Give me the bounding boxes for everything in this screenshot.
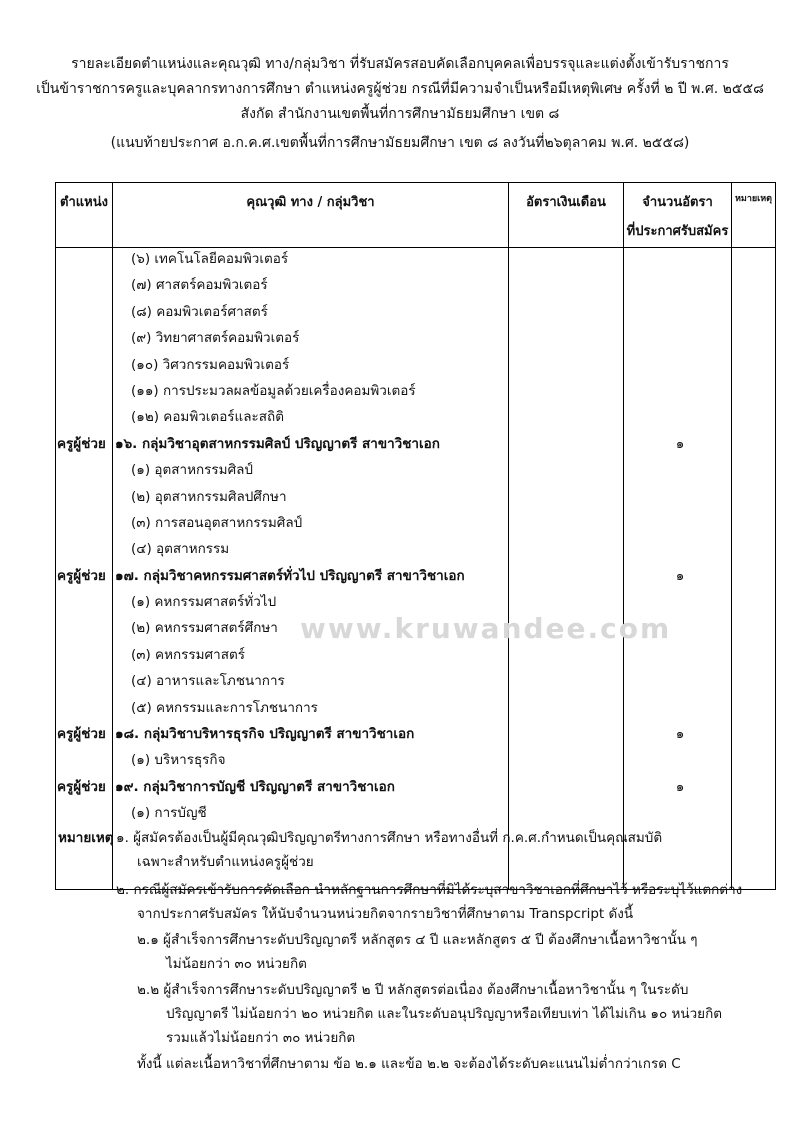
subject-group-heading: ๑๙. กลุ่มวิชาการบัญชี ปริญญาตรี สาขาวิชาเอก <box>115 778 395 795</box>
note-2-2-line-1: ๒.๒ ผู้สำเร็จการศึกษาระดับปริญญาตรี ๒ ปี หลักสูตรต่อเนื่อง ต้องศึกษาเนื้อหาวิชานั้น ๆ ในระดับ <box>137 982 689 998</box>
table-row <box>55 534 775 560</box>
note-2-1-line-1: ๒.๑ ผู้สำเร็จการศึกษาระดับปริญญาตรี หลักสูตร ๔ ปี และหลักสูตร ๕ ปี ต้องศึกษาเนื้อหาวิชานั้น ๆ <box>137 932 698 948</box>
header-line-1: รายละเอียดตำแหน่งและคุณวุฒิ ทาง/กลุ่มวิชา ที่รับสมัครสอบคัดเลือกบุคคลเพื่อบรรจุและแต่งตั้งเข้ารับราชการ <box>71 56 729 72</box>
table-row <box>55 482 775 508</box>
note-2-2-line-2: ปริญญาตรี ไม่น้อยกว่า ๒๐ หน่วยกิต และในระดับอนุปริญญาหรือเทียบเท่า ได้ไม่เกิน ๑๐ หน่วยกิต <box>166 1006 723 1022</box>
note-2-line-1: ๒. กรณีผู้สมัครเข้ารับการคัดเลือก นำหลักฐานการศึกษาที่มิได้ระบุสาขาวิชาเอกที่ศึกษาไว้ หรือระบุไว้แตกต่าง <box>116 882 743 898</box>
table-row <box>55 455 775 481</box>
major-item: (๘) คอมพิวเตอร์ศาสตร์ <box>131 303 268 320</box>
table-row <box>55 350 775 376</box>
major-item: (๑๑) การประมวลผลข้อมูลด้วยเครื่องคอมพิวเตอร์ <box>131 382 416 399</box>
subject-group-heading: ๑๗. กลุ่มวิชาคหกรรมศาสตร์ทั่วไป ปริญญาตรี สาขาวิชาเอก <box>115 567 465 584</box>
major-item: (๒) คหกรรมศาสตร์ศึกษา <box>131 620 278 637</box>
table-row <box>55 798 775 824</box>
table-row <box>55 561 775 587</box>
major-item: (๔) อุตสาหกรรม <box>131 541 230 558</box>
major-item: (๔) อาหารและโภชนาการ <box>131 673 285 690</box>
table-row <box>55 323 775 349</box>
col-header-count-line1: จำนวนอัตรา <box>642 195 713 210</box>
vacancy-count: ๑ <box>675 778 685 795</box>
major-item: (๑) คหกรรมศาสตร์ทั่วไป <box>131 594 277 611</box>
table-rows <box>55 244 775 825</box>
major-item: (๑๒) คอมพิวเตอร์และสถิติ <box>131 409 284 426</box>
table-row <box>55 719 775 745</box>
major-item: (๓) คหกรรมศาสตร์ <box>131 646 245 663</box>
table-row <box>55 666 775 692</box>
subject-group-heading: ๑๘. กลุ่มวิชาบริหารธุรกิจ ปริญญาตรี สาขาวิชาเอก <box>115 726 415 743</box>
major-item: (๒) อุตสาหกรรมศิลปศึกษา <box>131 488 287 505</box>
note-final: ทั้งนี้ แต่ละเนื้อหาวิชาที่ศึกษาตาม ข้อ ๒.๑ และข้อ ๒.๒ จะต้องได้ระดับคะแนนไม่ต่ำกว่าเกรด C <box>137 1056 681 1072</box>
vacancy-count: ๑ <box>675 567 685 584</box>
notes-label: หมายเหตุ <box>58 830 114 846</box>
table-row <box>55 270 775 296</box>
major-item: (๑) อุตสาหกรรมศิลป์ <box>131 462 253 479</box>
col-header-count-line2: ที่ประกาศรับสมัคร <box>626 224 729 239</box>
vacancy-count: ๑ <box>675 435 685 452</box>
watermark: www.kruwandee.com <box>300 612 672 645</box>
document-header <box>0 52 800 156</box>
table-row <box>55 402 775 428</box>
position-cell: ครูผู้ช่วย <box>57 567 106 584</box>
note-2-1-line-2: ไม่น้อยกว่า ๓๐ หน่วยกิต <box>166 956 307 972</box>
major-item: (๑) การบัญชี <box>131 805 207 822</box>
position-cell: ครูผู้ช่วย <box>57 435 106 452</box>
note-2-line-2: จากประกาศรับสมัคร ให้นับจำนวนหน่วยกิตจากรายวิชาที่ศึกษาตาม Transpcript ดังนี้ <box>137 906 634 922</box>
header-reference: (แนบท้ายประกาศ อ.ก.ค.ศ.เขตพื้นที่การศึกษามัธยมศึกษา เขต ๘ ลงวันที่๒๖ตุลาคม พ.ศ. ๒๕๕๘) <box>110 135 690 151</box>
table-row <box>55 244 775 270</box>
subject-group-heading: ๑๖. กลุ่มวิชาอุตสาหกรรมศิลป์ ปริญญาตรี สาขาวิชาเอก <box>115 435 440 452</box>
table-row <box>55 745 775 771</box>
note-1-line-2: เฉพาะสำหรับตำแหน่งครูผู้ช่วย <box>137 854 314 870</box>
col-header-position: ตำแหน่ง <box>56 183 113 248</box>
table-row <box>55 508 775 534</box>
table-row <box>55 772 775 798</box>
note-2-2-line-3: รวมแล้วไม่น้อยกว่า ๓๐ หน่วยกิต <box>166 1030 356 1046</box>
col-header-qualification: คุณวุฒิ ทาง / กลุ่มวิชา <box>113 183 509 248</box>
table-row <box>55 376 775 402</box>
col-header-count <box>624 183 732 248</box>
vacancy-count: ๑ <box>675 726 685 743</box>
table-row <box>55 587 775 613</box>
col-header-salary: อัตราเงินเดือน <box>509 183 624 248</box>
major-item: (๕) คหกรรมและการโภชนาการ <box>131 699 318 716</box>
table-header-row <box>56 183 776 248</box>
table-row <box>55 429 775 455</box>
col-header-remark: หมายเหตุ <box>732 183 776 248</box>
major-item: (๑๐) วิศวกรรมคอมพิวเตอร์ <box>131 356 290 373</box>
header-line-3: สังกัด สำนักงานเขตพื้นที่การศึกษามัธยมศึกษา เขต ๘ <box>240 106 560 122</box>
major-item: (๑) บริหารธุรกิจ <box>131 752 226 769</box>
header-line-2: เป็นข้าราชการครูและบุคลากรทางการศึกษา ตำแหน่งครูผู้ช่วย กรณีที่มีความจำเป็นหรือมีเหตุพิเศษ ครั้งที่ ๒ ปี พ.ศ. ๒๕๕๘ <box>36 81 764 97</box>
position-cell: ครูผู้ช่วย <box>57 778 106 795</box>
note-1-line-1: ๑. ผู้สมัครต้องเป็นผู้มีคุณวุฒิปริญญาตรีทางการศึกษา หรือทางอื่นที่ ก.ค.ศ.กำหนดเป็นคุณสมบัติ <box>116 830 663 846</box>
major-item: (๖) เทคโนโลยีคอมพิวเตอร์ <box>131 251 289 267</box>
major-item: (๓) การสอนอุตสาหกรรมศิลป์ <box>131 514 303 531</box>
position-cell: ครูผู้ช่วย <box>57 726 106 743</box>
table-row <box>55 693 775 719</box>
major-item: (๗) ศาสตร์คอมพิวเตอร์ <box>131 277 268 294</box>
table-row <box>55 297 775 323</box>
major-item: (๙) วิทยาศาสตร์คอมพิวเตอร์ <box>131 330 300 347</box>
